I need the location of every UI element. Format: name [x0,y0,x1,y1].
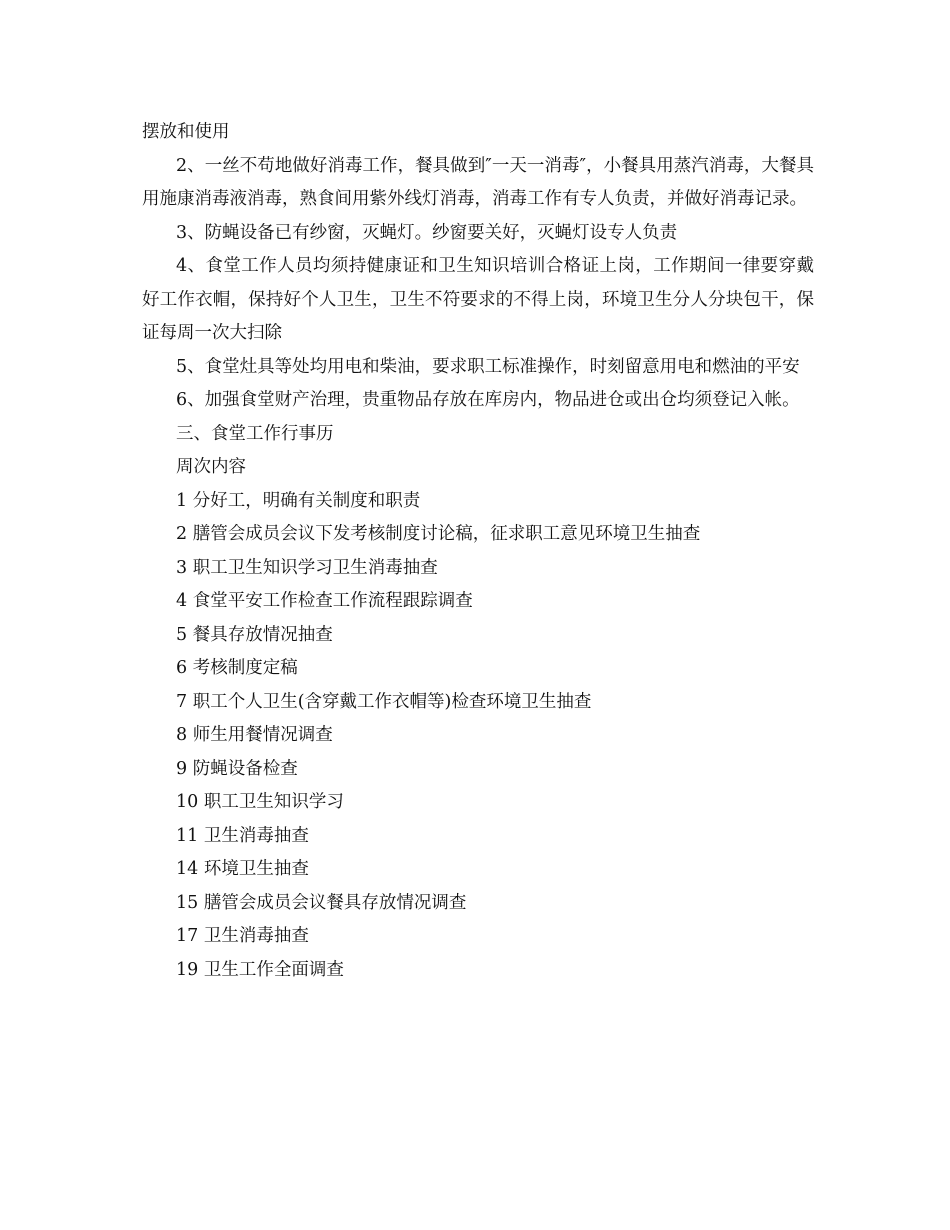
schedule-item: 19 卫生工作全面调查 [176,959,344,980]
paragraph-5: 5、食堂灶具等处均用电和柴油，要求职工标准操作，时刻留意用电和燃油的平安 [176,356,800,377]
schedule-list [142,485,814,988]
schedule-item: 9 防蝇设备检查 [176,758,298,779]
schedule-item: 4 食堂平安工作检查工作流程跟踪调查 [176,591,473,611]
schedule-item: 17 卫生消毒抽查 [176,926,309,946]
schedule-item: 5 餐具存放情况抽查 [176,624,333,645]
schedule-item: 7 职工个人卫生(含穿戴工作衣帽等)检查环境卫生抽查 [176,691,592,712]
schedule-item: 3 职工卫生知识学习卫生消毒抽查 [176,557,438,578]
paragraph-6: 6、加强食堂财产治理，贵重物品存放在库房内，物品进仓或出仓均须登记入帐。 [176,390,800,410]
schedule-item: 10 职工卫生知识学习 [176,792,344,812]
continued-line: 摆放和使用 [142,122,230,142]
schedule-item: 14 环境卫生抽查 [176,859,309,879]
paragraph-3: 3、防蝇设备已有纱窗，灭蝇灯。纱窗要关好，灭蝇灯设专人负责 [176,222,678,243]
schedule-item: 11 卫生消毒抽查 [176,825,309,846]
paragraph-4: 4、食堂工作人员均须持健康证和卫生知识培训合格证上岗，工作期间一律要穿戴好工作衣帽，保持好个人卫生，卫生不符要求的不得上岗，环境卫生分人分块包干，保证每周一次大扫除 [142,256,814,343]
schedule-item: 8 师生用餐情况调查 [176,725,333,745]
schedule-item: 6 考核制度定稿 [176,658,298,678]
schedule-header: 周次内容 [176,457,246,477]
schedule-item: 15 膳管会成员会议餐具存放情况调查 [176,892,467,913]
section-heading: 三、食堂工作行事历 [176,423,334,444]
schedule-item: 1 分好工，明确有关制度和职责 [176,490,421,511]
document-body [142,116,814,987]
schedule-item: 2 膳管会成员会议下发考核制度讨论稿，征求职工意见环境卫生抽查 [176,524,701,544]
paragraph-2: 2、一丝不苟地做好消毒工作，餐具做到″一天一消毒″，小餐具用蒸汽消毒，大餐具用施康消毒液消毒，熟食间用紫外线灯消毒，消毒工作有专人负责，并做好消毒记录。 [142,155,814,209]
